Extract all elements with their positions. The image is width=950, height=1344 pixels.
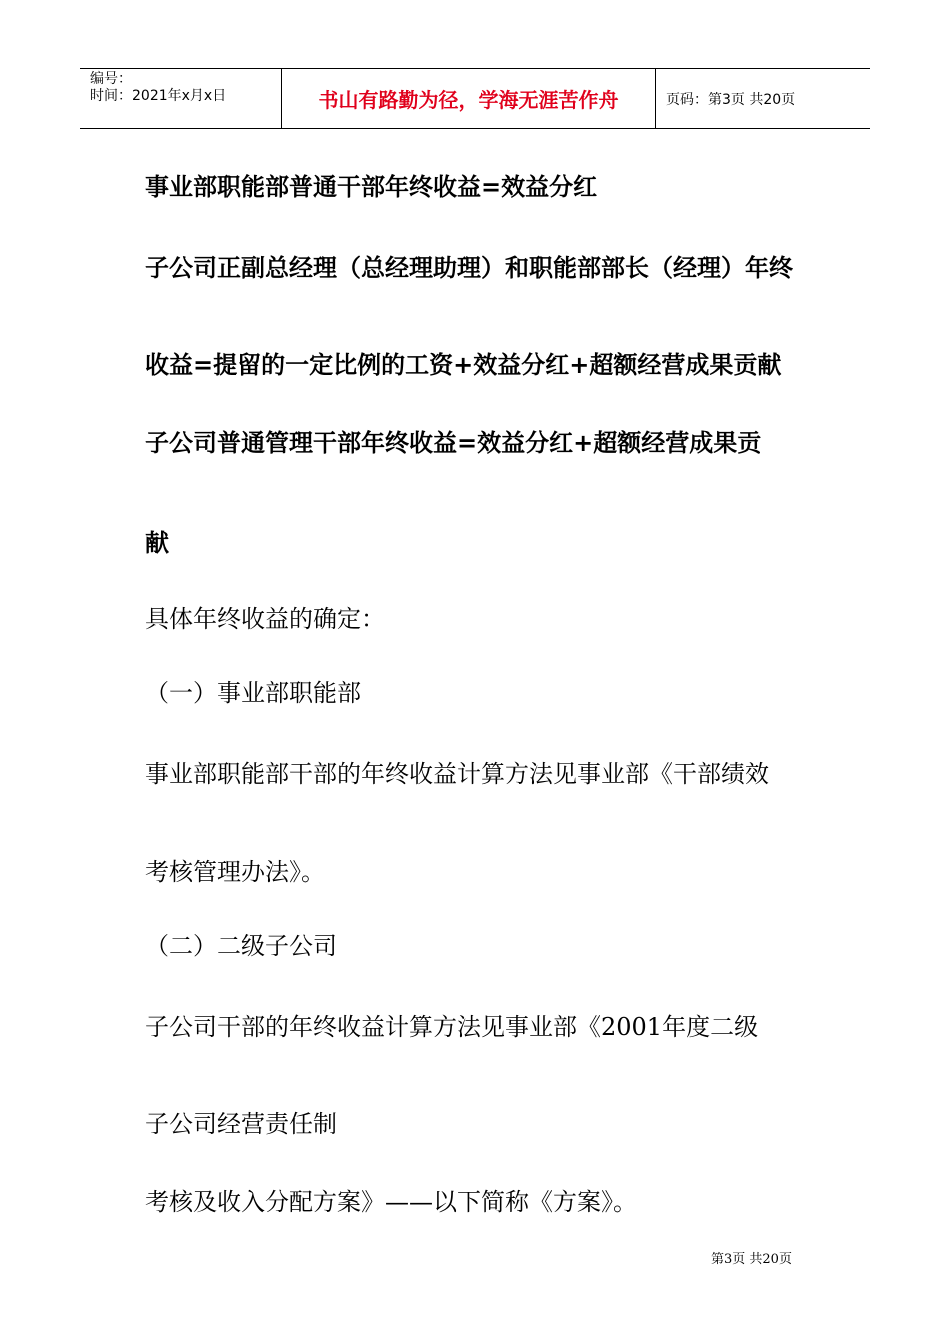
header-motto-cell <box>282 69 656 128</box>
body-line: 子公司正副总经理（总经理助理）和职能部部长（经理）年终 <box>145 254 793 282</box>
header-page-info: 页码：第3页 共20页 <box>666 91 796 108</box>
section-heading: （一）事业部职能部 <box>145 679 361 707</box>
date-line: 时间：2021年x月x日 <box>90 88 227 104</box>
page-header <box>80 68 870 129</box>
section-heading: （二）二级子公司 <box>145 932 337 960</box>
body-line: 事业部职能部干部的年终收益计算方法见事业部《干部绩效 <box>145 760 769 788</box>
body-line: 收益=提留的一定比例的工资+效益分红+超额经营成果贡献 <box>145 351 782 379</box>
body-line: 具体年终收益的确定： <box>145 605 385 633</box>
body-line: 子公司普通管理干部年终收益=效益分红+超额经营成果贡 <box>145 429 762 457</box>
body-line: 献 <box>145 529 169 557</box>
header-page-cell <box>656 69 870 128</box>
body-line: 考核管理办法》。 <box>145 858 325 886</box>
body-line: 事业部职能部普通干部年终收益=效益分红 <box>145 173 598 201</box>
body-line: 子公司经营责任制 <box>145 1110 337 1138</box>
body-line: 考核及收入分配方案》——以下简称《方案》。 <box>145 1188 637 1216</box>
serial-number-label: 编号： <box>90 71 132 87</box>
header-meta-cell <box>80 69 282 128</box>
body-line: 子公司干部的年终收益计算方法见事业部《2001年度二级 <box>145 1013 759 1041</box>
page-footer: 第3页 共20页 <box>711 1252 792 1267</box>
motto-text: 书山有路勤为径，学海无涯苦作舟 <box>318 88 619 112</box>
